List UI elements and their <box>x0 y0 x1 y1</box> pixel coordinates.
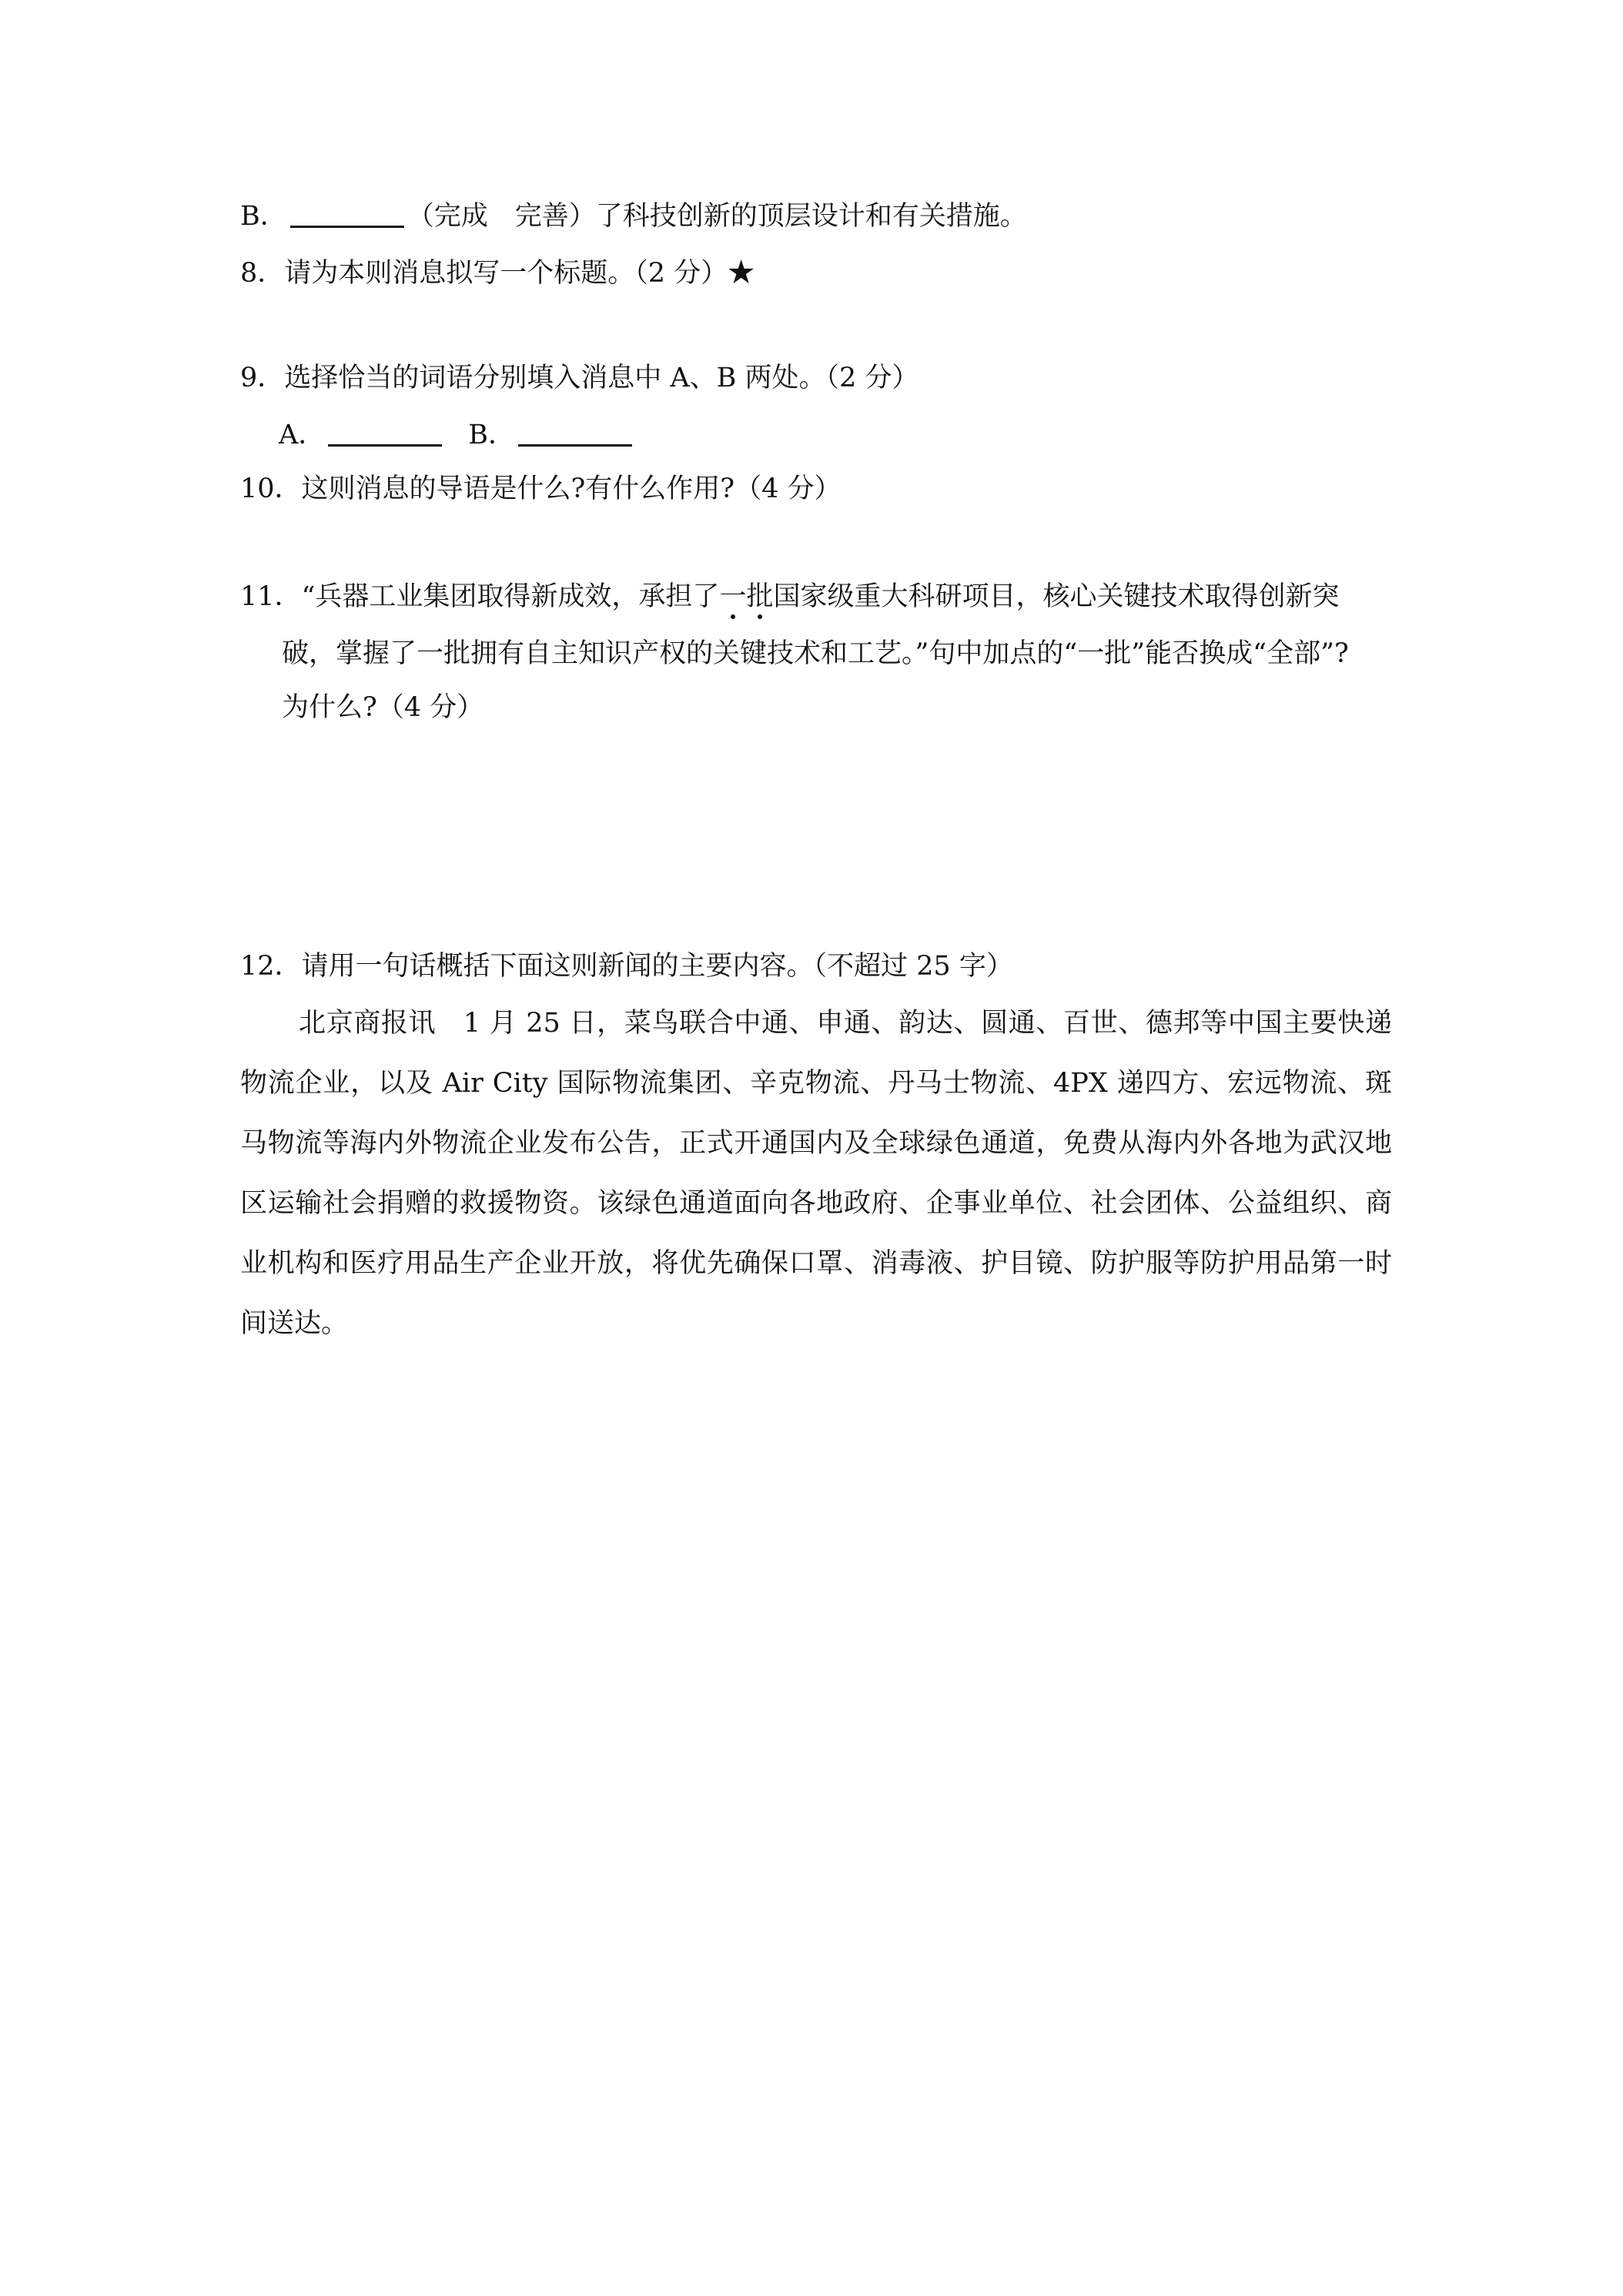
question-11-line-1 <box>240 571 1339 622</box>
news-passage: 北京商报讯 1 月 25 日，菜鸟联合中通、申通、韵达、圆通、百世、德邦等中国主要快递物流企业，以及 Air City 国际物流集团、辛克物流、丹马士物流、4PX 递四方、宏远物流、斑马物流等海内外物流企业发布公告，正式开通国内及全球绿色通道，免费从海内外各地为武汉地区运输社会捐赠的救援物资。该绿色通道面向各地政府、企事业单位、社会团体、公益组织、商业机构和医疗用品生产企业开放，将优先确保口罩、消毒液、护目镜、防护服等防护用品第一时间送达。 <box>240 1008 1392 1339</box>
question-11-text-line2: 破，掌握了一批拥有自主知识产权的关键技术和工艺。”句中加点的“一批”能否换成“全部”? <box>282 638 1349 669</box>
question-9 <box>240 353 919 403</box>
question-11-text-line3: 为什么?（4 分） <box>282 692 484 723</box>
answer-blank-b[interactable] <box>518 418 632 447</box>
question-10 <box>240 464 841 514</box>
question-10-text: 10．这则消息的导语是什么?有什么作用?（4 分） <box>240 474 842 504</box>
question-8-text: 8．请为本则消息拟写一个标题。（2 分）★ <box>240 258 755 289</box>
answer-label-a: A． <box>279 420 326 450</box>
emphasis-char-2: 批 <box>746 571 773 622</box>
question-9-text: 9．选择恰当的词语分别填入消息中 A、B 两处。（2 分） <box>240 363 919 393</box>
question-12 <box>240 941 1013 992</box>
answer-blank-a[interactable] <box>328 418 442 447</box>
question-11-line-2 <box>282 628 1349 679</box>
emphasis-char-1: 一 <box>719 571 746 622</box>
question-9-answers <box>279 410 635 460</box>
question-8 <box>240 248 755 299</box>
question-11-line-3 <box>282 682 484 733</box>
answer-label-b: B． <box>468 420 516 450</box>
question-11-text-pre: 11．“兵器工业集团取得新成效，承担了 <box>240 581 720 612</box>
answer-blank-7b[interactable] <box>290 199 404 228</box>
question-11-text-post: 国家级重大科研项目，核心关键技术取得创新突 <box>773 581 1340 612</box>
question-7b <box>240 191 1027 242</box>
option-b-prefix: B． <box>240 201 287 232</box>
option-b-text: （完成 完善）了科技创新的顶层设计和有关措施。 <box>407 201 1027 232</box>
question-12-text: 12．请用一句话概括下面这则新闻的主要内容。（不超过 25 字） <box>240 951 1013 982</box>
